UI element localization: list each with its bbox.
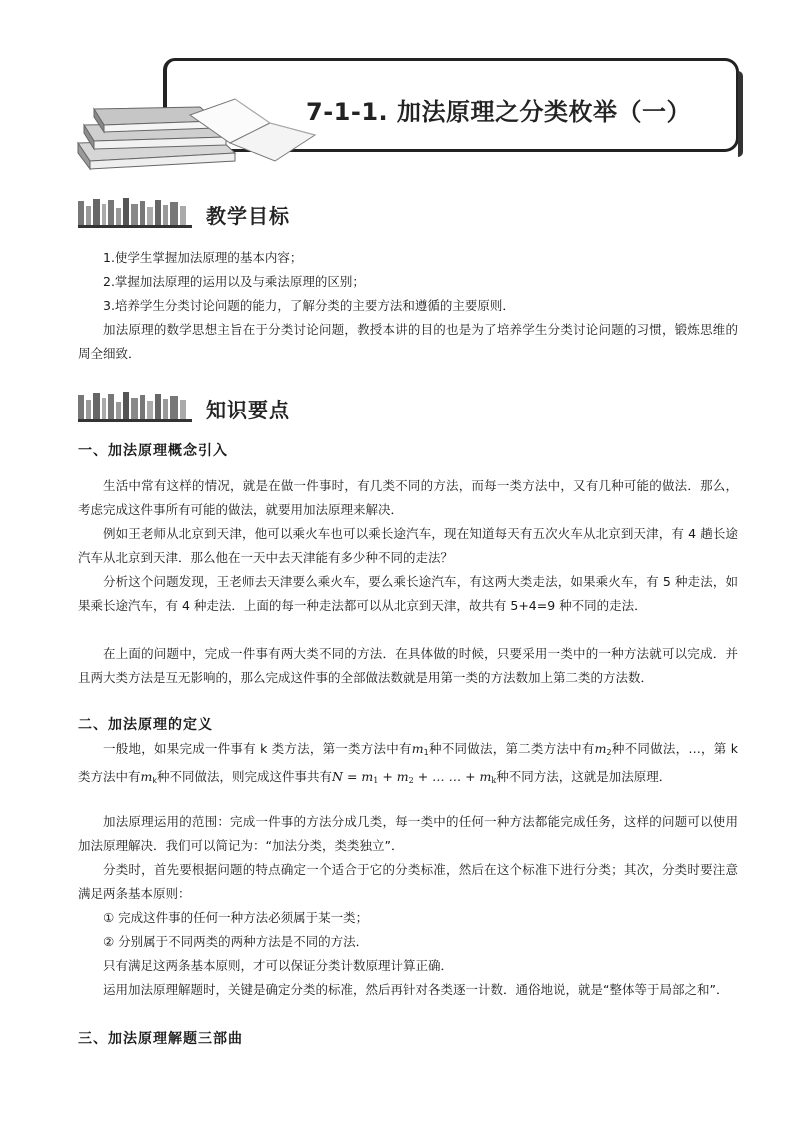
paragraph: 分类时，首先要根据问题的特点确定一个适合于它的分类标准，然后在这个标准下进行分类；其次，分类时要注意满足两条基本原则： — [78, 862, 738, 901]
heading-part1: 一、加法原理概念引入 — [78, 443, 228, 459]
sum-formula: $N = m_1 + m_2$ + … … + $m_k$ — [332, 769, 497, 785]
paragraph: 例如王老师从北京到天津，他可以乘火车也可以乘长途汽车，现在知道每天有五次火车从北京到天津，有 4 趟长途汽车从北京到天津．那么他在一天中去天津能有多少种不同的走法？ — [78, 526, 738, 565]
rule-item: ① 完成这件事的任何一种方法必须属于某一类； — [103, 910, 369, 925]
paragraph: 加法原理运用的范围：完成一件事的方法分成几类，每一类中的任何一种方法都能完成任务，这样的问题可以使用加法原理解决．我们可以简记为：“加法分类，类类独立”． — [78, 814, 738, 853]
bookshelf-icon — [78, 392, 194, 422]
section-title-goals: 教学目标 — [206, 204, 290, 228]
bookshelf-icon — [78, 198, 194, 228]
heading-part3: 三、加法原理解题三部曲 — [78, 1031, 243, 1047]
goal-item: 1.使学生掌握加法原理的基本内容； — [103, 250, 303, 265]
section-title-knowledge: 知识要点 — [206, 398, 290, 422]
paragraph: 在上面的问题中，完成一件事有两大类不同的方法．在具体做的时候，只要采用一类中的一种方法就可以完成．并且两大类方法是互无影响的，那么完成这件事的全部做法数就是用第一类的方法数加上第二类的方法数． — [78, 646, 738, 685]
goal-paragraph: 加法原理的数学思想主旨在于分类讨论问题，教授本讲的目的也是为了培养学生分类讨论问题的习惯，锻炼思维的周全细致． — [78, 322, 738, 361]
page-title: 7-1-1. 加法原理之分类枚举（一） — [306, 98, 691, 126]
goal-item: 2.掌握加法原理的运用以及与乘法原理的区别； — [103, 274, 365, 289]
books-illustration — [70, 95, 320, 175]
paragraph: 只有满足这两条基本原则，才可以保证分类计数原理计算正确． — [103, 958, 454, 973]
paragraph: 生活中常有这样的情况，就是在做一件事时，有几类不同的方法，而每一类方法中，又有几种可能的做法．那么，考虑完成这件事所有可能的做法，就要用加法原理来解决． — [78, 478, 738, 517]
goal-item: 3.培养学生分类讨论问题的能力，了解分类的主要方法和遵循的主要原则． — [103, 298, 515, 313]
rule-item: ② 分别属于不同两类的两种方法是不同的方法． — [103, 934, 369, 949]
definition-paragraph: 一般地，如果完成一件事有 k 类方法，第一类方法中有$m_1$种不同做法，第二类方法中有$m_2$种不同做法，…，第 k 类方法中有$m_k$种不同做法，则完成这件事共有$N = m_1 + m_2$ + … … + $m_k$种不同方法，这就是加法原理． — [78, 741, 739, 785]
paragraph: 分析这个问题发现，王老师去天津要么乘火车，要么乘长途汽车，有这两大类走法，如果乘火车，有 5 种走法，如果乘长途汽车，有 4 种走法．上面的每一种走法都可以从北京到天津，故共有 5+4=9 种不同的走法． — [78, 574, 738, 613]
paragraph: 运用加法原理解题时，关键是确定分类的标准，然后再针对各类逐一计数．通俗地说，就是“整体等于局部之和”． — [103, 982, 729, 997]
heading-part2: 二、加法原理的定义 — [78, 717, 213, 733]
